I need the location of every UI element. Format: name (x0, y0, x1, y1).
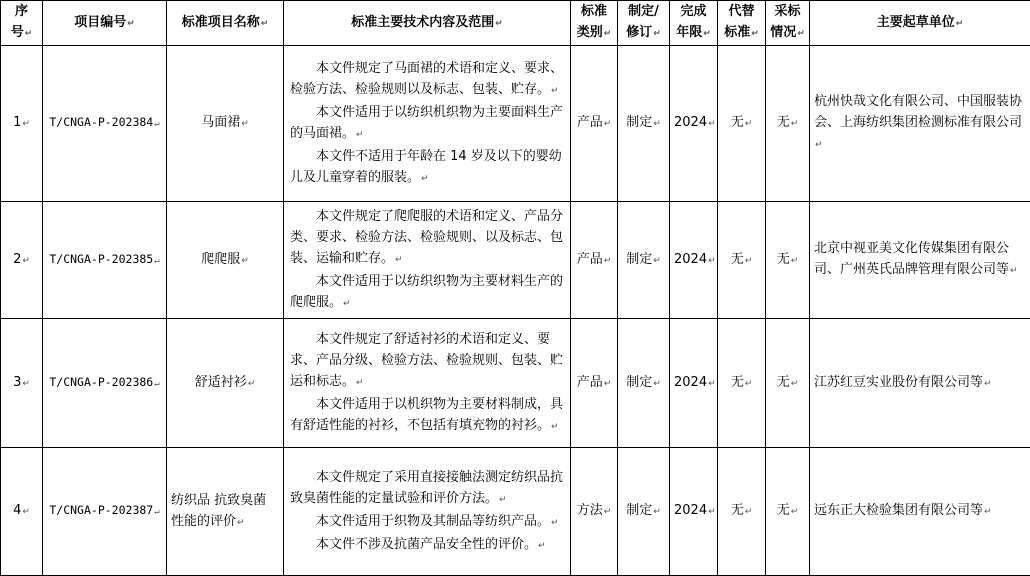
cell-code: T/CNGA-P-202385↵ (43, 202, 167, 319)
cell-code: T/CNGA-P-202387↵ (43, 448, 167, 576)
cell-replace: 无↵ (718, 46, 766, 202)
cell-adopt: 无↵ (766, 319, 810, 448)
cell-type: 制定↵ (618, 448, 670, 576)
cell-category: 产品↵ (571, 46, 618, 202)
header-no: 序 号↵ (1, 1, 43, 46)
cell-year: 2024↵ (670, 46, 718, 202)
cell-name: 纺织品 抗致臭菌性能的评价↵ (167, 448, 284, 576)
cell-code: T/CNGA-P-202386↵ (43, 319, 167, 448)
header-scope: 标准主要技术内容及范围↵ (284, 1, 571, 46)
cell-year: 2024↵ (670, 202, 718, 319)
header-type: 制定/ 修订↵ (618, 1, 670, 46)
cell-category: 产品↵ (571, 202, 618, 319)
cell-no: 2↵ (1, 202, 43, 319)
header-row (1, 1, 1030, 46)
cell-name: 爬爬服↵ (167, 202, 284, 319)
cell-year: 2024↵ (670, 319, 718, 448)
cell-drafter: 杭州快哉文化有限公司、中国服装协会、上海纺织集团检测标准有限公司 ↵ (810, 46, 1030, 202)
cell-name: 舒适衬衫↵ (167, 319, 284, 448)
cell-scope: 本文件规定了采用直接接触法测定纺织品抗致臭菌性能的定量试验和评价方法。↵ 本文件适用于织物及其制品等纺织产品。↵ 本文件不涉及抗菌产品安全性的评价。↵ (284, 448, 571, 576)
cell-scope: 本文件规定了马面裙的术语和定义、要求、检验方法、检验规则以及标志、包装、贮存。↵ 本文件适用于以纺织机织物为主要面料生产的马面裙。↵ 本文件不适用于年龄在 14 岁及以下的婴幼儿及儿童穿着的服装。↵ (284, 46, 571, 202)
cell-adopt: 无↵ (766, 448, 810, 576)
cell-replace: 无↵ (718, 319, 766, 448)
cell-no: 3↵ (1, 319, 43, 448)
table-row (1, 448, 1030, 576)
cell-category: 产品↵ (571, 319, 618, 448)
cell-scope: 本文件规定了舒适衬衫的术语和定义、要求、产品分级、检验方法、检验规则、包装、贮运和标志。↵ 本文件适用于以机织物为主要材料制成，具有舒适性能的衬衫，不包括有填充物的衬衫。↵ (284, 319, 571, 448)
cell-type: 制定↵ (618, 202, 670, 319)
cell-replace: 无↵ (718, 202, 766, 319)
header-code: 项目编号↵ (43, 1, 167, 46)
cell-year: 2024↵ (670, 448, 718, 576)
cell-no: 4↵ (1, 448, 43, 576)
header-name: 标准项目名称↵ (167, 1, 284, 46)
cell-replace: 无↵ (718, 448, 766, 576)
header-adopt: 采标 情况↵ (766, 1, 810, 46)
cell-adopt: 无↵ (766, 202, 810, 319)
cell-no: 1↵ (1, 46, 43, 202)
cell-code: T/CNGA-P-202384↵ (43, 46, 167, 202)
cell-scope: 本文件规定了爬爬服的术语和定义、产品分类、要求、检验方法、检验规则、以及标志、包装、运输和贮存。↵ 本文件适用于以纺织织物为主要材料生产的爬爬服。↵ (284, 202, 571, 319)
table-row (1, 319, 1030, 448)
cell-drafter: 北京中视亚美文化传媒集团有限公司、广州英氏品牌管理有限公司等↵ (810, 202, 1030, 319)
cell-adopt: 无↵ (766, 46, 810, 202)
header-drafter: 主要起草单位↵ (810, 1, 1030, 46)
cell-name: 马面裙↵ (167, 46, 284, 202)
header-category: 标准 类别↵ (571, 1, 618, 46)
header-year: 完成 年限↵ (670, 1, 718, 46)
table-row (1, 202, 1030, 319)
cell-drafter: 江苏红豆实业股份有限公司等↵ (810, 319, 1030, 448)
cell-type: 制定↵ (618, 46, 670, 202)
cell-drafter: 远东正大检验集团有限公司等↵ (810, 448, 1030, 576)
table-row (1, 46, 1030, 202)
cell-category: 方法↵ (571, 448, 618, 576)
header-replace: 代替 标准↵ (718, 1, 766, 46)
cell-type: 制定↵ (618, 319, 670, 448)
